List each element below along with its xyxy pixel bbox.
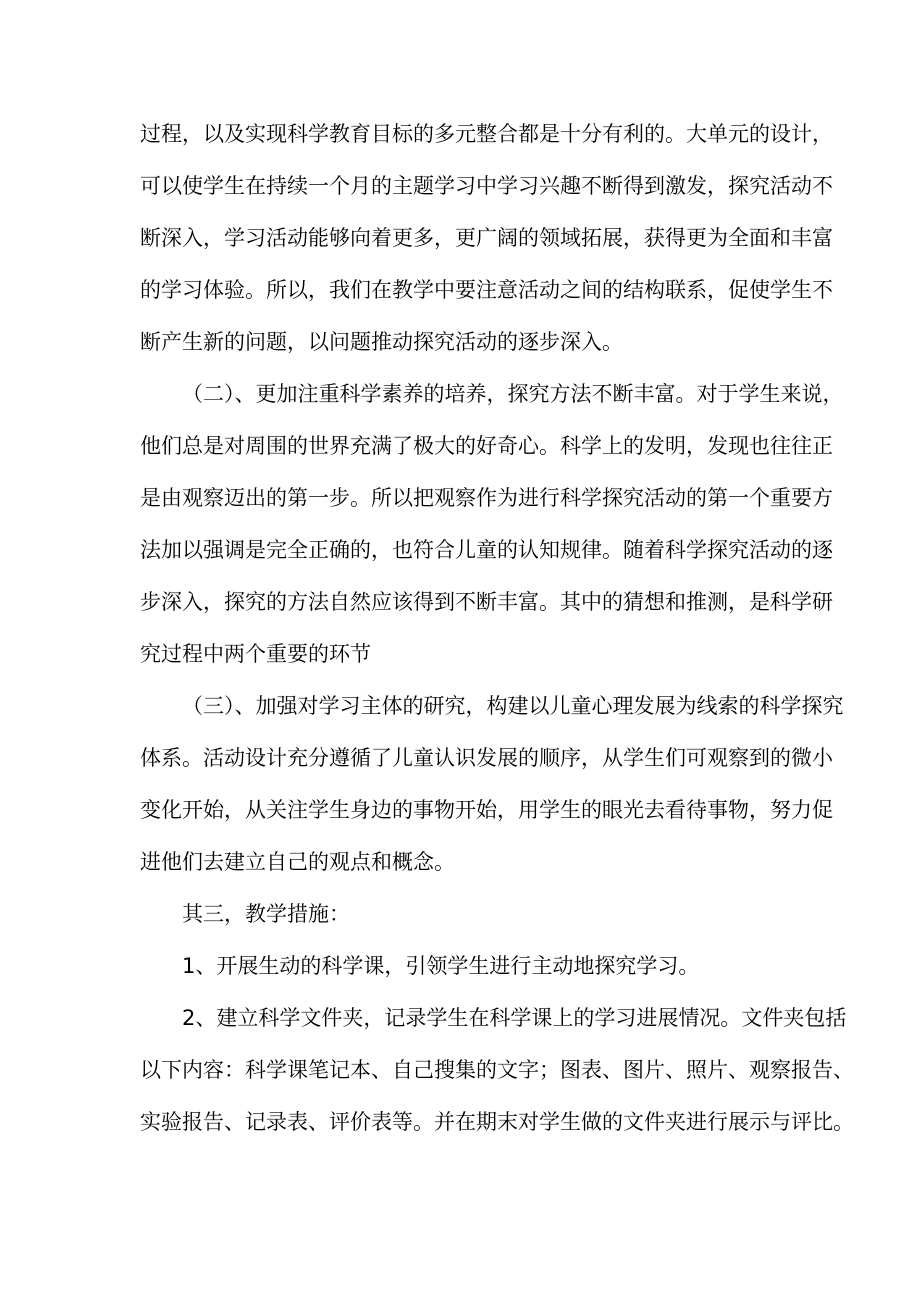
paragraph-line: 进他们去建立自己的观点和概念。 (140, 850, 455, 874)
paragraph-line: 实验报告、记录表、评价表等。并在期末对学生做的文件夹进行展示与评比。 (140, 1110, 854, 1134)
paragraph-line: 过程，以及实现科学教育目标的多元整合都是十分有利的。大单元的设计， (140, 122, 833, 146)
paragraph-line: 变化开始，从关注学生身边的事物开始，用学生的眼光去看待事物，努力促 (140, 798, 833, 822)
paragraph-line: 究过程中两个重要的环节 (140, 642, 371, 666)
paragraph-line: 断产生新的问题，以问题推动探究活动的逐步深入。 (140, 330, 623, 354)
paragraph-line: 是由观察迈出的第一步。所以把观察作为进行科学探究活动的第一个重要方 (140, 486, 833, 510)
paragraph-line: （二）、更加注重科学素养的培养，探究方法不断丰富。对于学生来说， (182, 382, 844, 406)
paragraph-line: （三）、加强对学习主体的研究，构建以儿童心理发展为线索的科学探究 (182, 694, 844, 718)
paragraph-line: 断深入，学习活动能够向着更多，更广阔的领域拓展，获得更为全面和丰富 (140, 226, 833, 250)
list-item: 2、建立科学文件夹，记录学生在科学课上的学习进展情况。文件夹包括 (182, 1006, 847, 1030)
paragraph-line: 体系。活动设计充分遵循了儿童认识发展的顺序，从学生们可观察到的微小 (140, 746, 833, 770)
list-item: 1、开展生动的科学课，引领学生进行主动地探究学习。 (182, 954, 700, 978)
paragraph-line: 可以使学生在持续一个月的主题学习中学习兴趣不断得到激发，探究活动不 (140, 174, 833, 198)
paragraph-line: 法加以强调是完全正确的，也符合儿童的认知规律。随着科学探究活动的逐 (140, 538, 833, 562)
section-heading: 其三，教学措施： (182, 902, 350, 926)
paragraph-line: 他们总是对周围的世界充满了极大的好奇心。科学上的发明，发现也往往正 (140, 434, 833, 458)
paragraph-line: 以下内容：科学课笔记本、自己搜集的文字；图表、图片、照片、观察报告、 (140, 1058, 854, 1082)
paragraph-line: 步深入，探究的方法自然应该得到不断丰富。其中的猜想和推测，是科学研 (140, 590, 833, 614)
paragraph-line: 的学习体验。所以，我们在教学中要注意活动之间的结构联系，促使学生不 (140, 278, 833, 302)
